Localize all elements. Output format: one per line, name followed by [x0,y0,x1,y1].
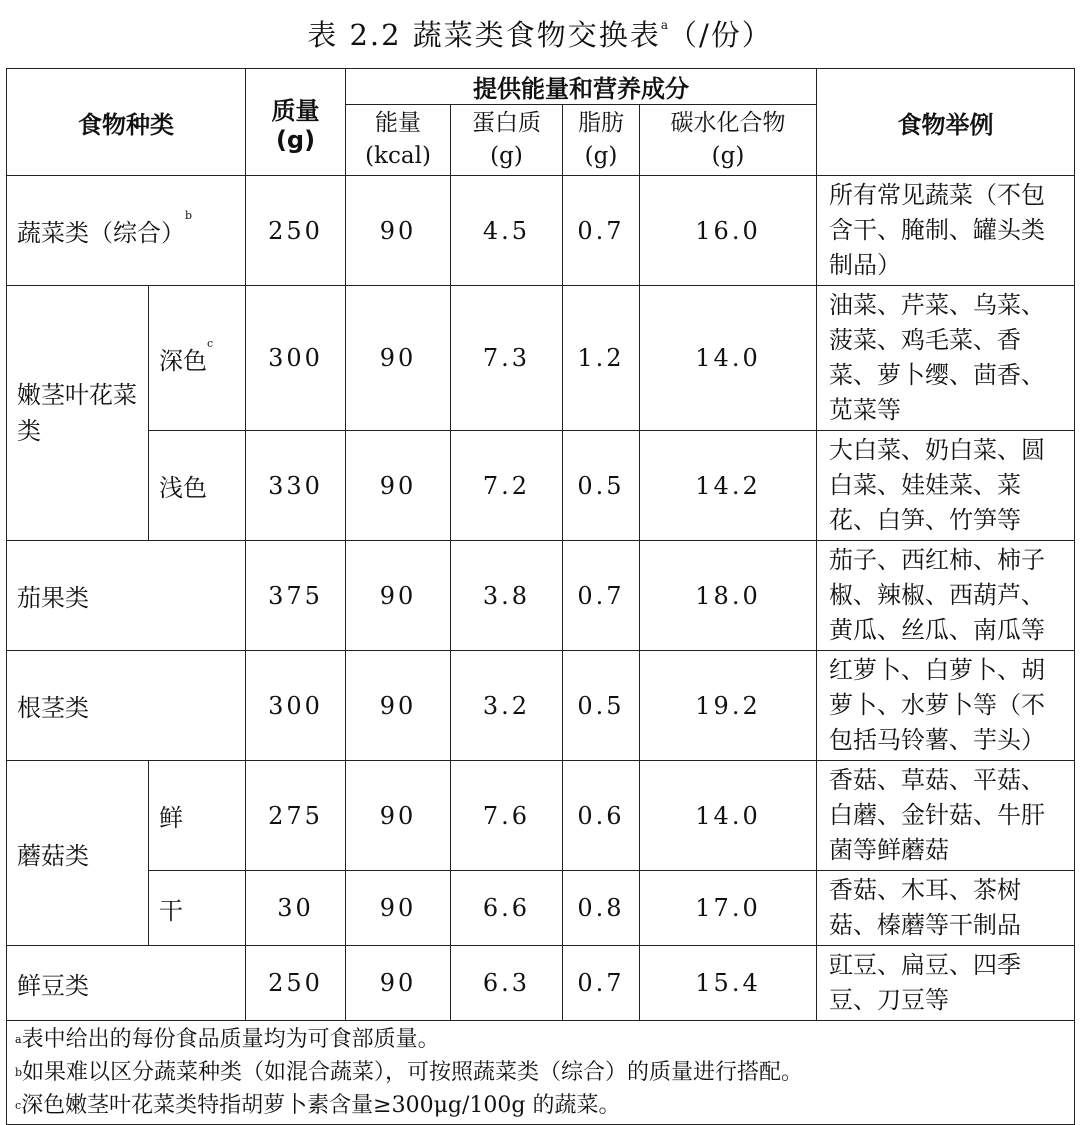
table-row [7,651,1075,761]
title-footnote-mark: a [660,18,668,32]
header-protein-label: 蛋白质 [472,110,541,136]
table-row [7,431,1075,541]
protein-cell: 3.2 [451,651,563,761]
header-energy-unit: (kcal) [365,143,431,169]
header-carb-label: 碳水化合物 [670,110,786,136]
note-mark: a [15,1033,22,1046]
food-category: 根茎类 [7,651,246,761]
mass-cell: 30 [246,871,346,946]
header-fat-label: 脂肪 [578,110,624,136]
mass-cell: 300 [246,651,346,761]
mass-cell: 300 [246,286,346,431]
food-subcategory-text: 深色 [159,346,207,375]
note-b [15,1056,1066,1089]
header-food-type: 食物种类 [7,69,246,176]
carb-cell: 19.2 [640,651,817,761]
title-text: 表 2.2 蔬菜类食物交换表 [307,18,661,52]
header-carb-unit: (g) [711,143,745,169]
notes-cell [7,1021,1075,1125]
food-subcategory [149,286,246,431]
mass-cell: 330 [246,431,346,541]
table-row [7,541,1075,651]
fat-cell: 0.7 [563,541,640,651]
note-text: 表中给出的每份食品质量均为可食部质量。 [21,1027,440,1052]
note-a [15,1023,1066,1056]
header-mass-unit: (g) [275,125,316,154]
header-protein [451,105,563,176]
protein-cell: 3.8 [451,541,563,651]
examples-cell: 豇豆、扁豆、四季豆、刀豆等 [817,946,1075,1021]
vegetable-exchange-table [6,68,1075,1125]
fat-cell: 1.2 [563,286,640,431]
food-category: 鲜豆类 [7,946,246,1021]
header-fat-unit: (g) [584,143,618,169]
carb-cell: 16.0 [640,176,817,286]
protein-cell: 7.3 [451,286,563,431]
examples-cell: 红萝卜、白萝卜、胡萝卜、水萝卜等（不包括马铃薯、芋头） [817,651,1075,761]
title-suffix: （/份） [667,18,773,52]
footnote-mark: c [207,336,214,350]
carb-cell: 14.2 [640,431,817,541]
examples-cell: 油菜、芹菜、乌菜、菠菜、鸡毛菜、香菜、萝卜缨、茴香、苋菜等 [817,286,1075,431]
note-mark: c [15,1099,22,1112]
note-c [15,1089,1066,1122]
energy-cell: 90 [346,946,451,1021]
food-subcategory: 鲜 [149,761,246,871]
energy-cell: 90 [346,541,451,651]
carb-cell: 14.0 [640,761,817,871]
header-carb [640,105,817,176]
carb-cell: 14.0 [640,286,817,431]
mass-cell: 250 [246,176,346,286]
food-category: 茄果类 [7,541,246,651]
table-row [7,176,1075,286]
header-fat [563,105,640,176]
fat-cell: 0.5 [563,431,640,541]
note-mark: b [15,1066,23,1079]
mass-cell: 275 [246,761,346,871]
table-title [0,12,1080,58]
mass-cell: 375 [246,541,346,651]
header-mass-label: 质量 [271,96,320,125]
food-category: 蘑菇类 [7,761,149,946]
carb-cell: 15.4 [640,946,817,1021]
fat-cell: 0.8 [563,871,640,946]
table-notes [7,1021,1075,1125]
energy-cell: 90 [346,176,451,286]
food-subcategory: 干 [149,871,246,946]
energy-cell: 90 [346,431,451,541]
note-text: 如果难以区分蔬菜种类（如混合蔬菜），可按照蔬菜类（综合）的质量进行搭配。 [22,1060,804,1085]
food-subcategory: 浅色 [149,431,246,541]
energy-cell: 90 [346,871,451,946]
protein-cell: 6.3 [451,946,563,1021]
food-category: 嫩茎叶花菜类 [7,286,149,541]
header-energy-label: 能量 [375,110,421,136]
energy-cell: 90 [346,761,451,871]
examples-cell: 所有常见蔬菜（不包含干、腌制、罐头类制品） [817,176,1075,286]
carb-cell: 17.0 [640,871,817,946]
table-row [7,871,1075,946]
fat-cell: 0.5 [563,651,640,761]
energy-cell: 90 [346,286,451,431]
fat-cell: 0.6 [563,761,640,871]
food-category [7,176,246,286]
fat-cell: 0.7 [563,946,640,1021]
examples-cell: 茄子、西红柿、柿子椒、辣椒、西葫芦、黄瓜、丝瓜、南瓜等 [817,541,1075,651]
protein-cell: 4.5 [451,176,563,286]
header-nutrition-group: 提供能量和营养成分 [346,69,817,105]
carb-cell: 18.0 [640,541,817,651]
note-text: 深色嫩茎叶花菜类特指胡萝卜素含量≥300μg/100g 的蔬菜。 [21,1093,621,1118]
protein-cell: 7.2 [451,431,563,541]
table-row [7,946,1075,1021]
fat-cell: 0.7 [563,176,640,286]
footnote-mark: b [185,209,193,222]
table-row [7,286,1075,431]
header-examples: 食物举例 [817,69,1075,176]
food-category-text: 蔬菜类（综合） [17,219,185,247]
table-row [7,761,1075,871]
protein-cell: 7.6 [451,761,563,871]
energy-cell: 90 [346,651,451,761]
header-protein-unit: (g) [490,143,523,169]
header-energy [346,105,451,176]
examples-cell: 香菇、木耳、茶树菇、榛蘑等干制品 [817,871,1075,946]
header-mass [246,69,346,176]
examples-cell: 香菇、草菇、平菇、白蘑、金针菇、牛肝菌等鲜蘑菇 [817,761,1075,871]
protein-cell: 6.6 [451,871,563,946]
examples-cell: 大白菜、奶白菜、圆白菜、娃娃菜、菜花、白笋、竹笋等 [817,431,1075,541]
mass-cell: 250 [246,946,346,1021]
